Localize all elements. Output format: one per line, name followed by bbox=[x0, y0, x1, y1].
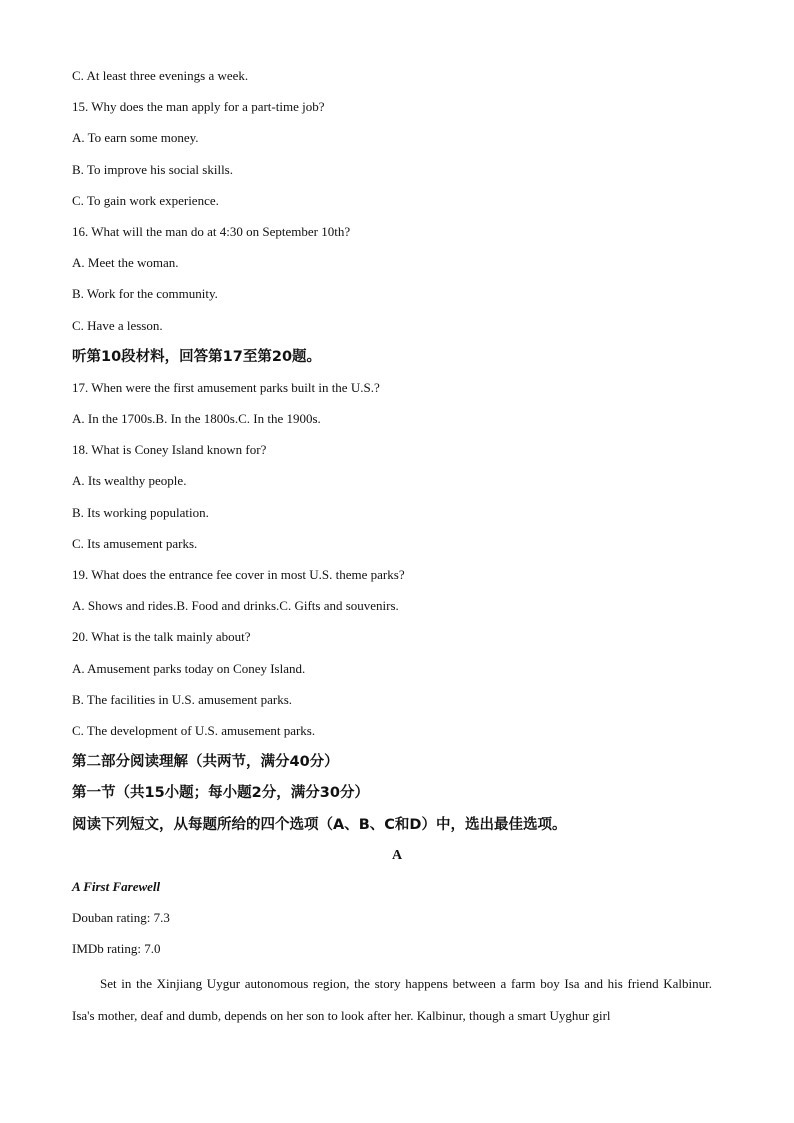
answer-option: A. Meet the woman. bbox=[72, 255, 179, 271]
answer-option: B. Work for the community. bbox=[72, 286, 218, 302]
question: 16. What will the man do at 4:30 on September 10th? bbox=[72, 223, 351, 239]
answer-option: B. To improve his social skills. bbox=[72, 161, 233, 177]
passage-title: A First Farewell bbox=[72, 878, 161, 894]
answer-option: B. Its working population. bbox=[72, 504, 209, 520]
question: 18. What is Coney Island known for? bbox=[72, 442, 267, 458]
answer-option: C. Its amusement parks. bbox=[72, 535, 198, 551]
question: 15. Why does the man apply for a part-time job? bbox=[72, 99, 325, 115]
answer-option: C. To gain work experience. bbox=[72, 192, 219, 208]
question: 19. What does the entrance fee cover in most U.S. theme parks? bbox=[72, 567, 405, 582]
section-heading: 第一节（共15小题；每小题2分，满分30分） bbox=[72, 785, 369, 802]
answer-option: A. To earn some money. bbox=[72, 130, 199, 146]
section-instruction: 阅读下列短文，从每题所给的四个选项（A、B、C和D）中，选出最佳选项。 bbox=[72, 816, 567, 833]
answer-option: A. Its wealthy people. bbox=[72, 473, 187, 489]
question: 17. When were the first amusement parks built in the U.S.? bbox=[72, 379, 380, 395]
answer-options: A. Shows and rides.B. Food and drinks.C. Gifts and souvenirs. bbox=[72, 598, 399, 614]
document-page bbox=[72, 64, 722, 1031]
passage-label: A bbox=[391, 847, 403, 863]
answer-option: C. The development of U.S. amusement parks. bbox=[72, 722, 316, 738]
answer-options: A. In the 1700s.B. In the 1800s.C. In the 1900s. bbox=[72, 411, 321, 427]
answer-option: C. Have a lesson. bbox=[72, 317, 163, 333]
rating-imdb: IMDb rating: 7.0 bbox=[72, 941, 161, 957]
rating-douban: Douban rating: 7.3 bbox=[72, 910, 170, 926]
answer-option: B. The facilities in U.S. amusement parks. bbox=[72, 691, 292, 707]
question: 20. What is the talk mainly about? bbox=[72, 629, 251, 645]
passage-paragraph: Set in the Xinjiang Uygur autonomous region, the story happens between a farm boy Isa and his friend Kalbinur. Isa's mother, deaf and dumb, depends on her son to look after her. Kalbinur, though a smart Uyghur girl bbox=[72, 976, 712, 1023]
part-heading: 第二部分阅读理解（共两节，满分40分） bbox=[72, 754, 339, 771]
section-instruction: 听第10段材料，回答第17至第20题。 bbox=[72, 348, 322, 365]
answer-option: A. Amusement parks today on Coney Island. bbox=[72, 660, 306, 676]
answer-option: C. At least three evenings a week. bbox=[72, 68, 249, 83]
